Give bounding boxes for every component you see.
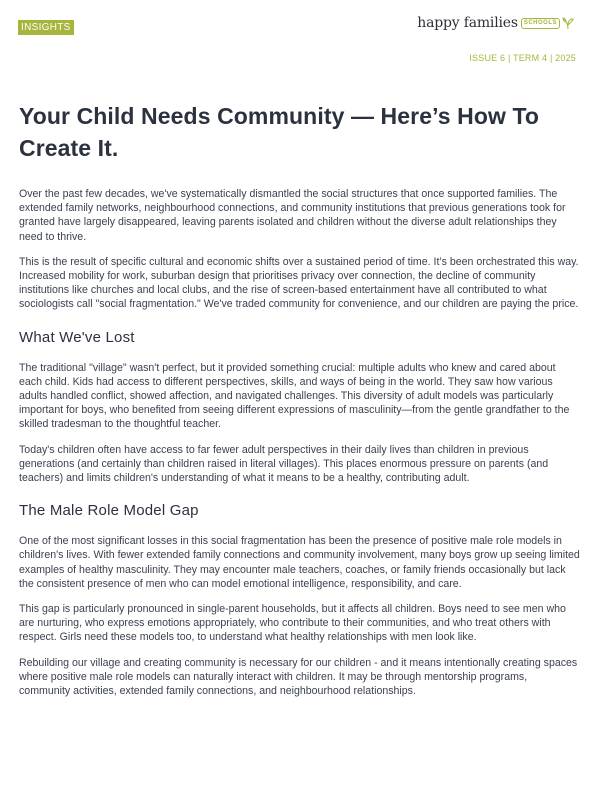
insights-tag: INSIGHTS xyxy=(18,20,74,35)
section-paragraph: The traditional "village" wasn't perfect, but it provided something crucial: multiple adults who knew and cared about each child. Kids had access to different perspectives, skills, and ways of being in the world. They saw how various adults handled conflict, showed affection, and navigated challenges. This diversity of adult models was particularly important for boys, who benefited from seeing different expressions of masculinity—from the gentle grandfather to the skilled tradesman to the thoughtful teacher. xyxy=(19,361,570,431)
section-paragraph: One of the most significant losses in this social fragmentation has been the presence of positive male role models in children's lives. With fewer extended family connections and community involvement, many boys grow up seeing limited examples of healthy masculinity. They may encounter male teachers, coaches, or family friends occasionally but lack the consistent presence of men who can model emotional intelligence, responsibility, and care. xyxy=(19,535,580,590)
section-paragraph: Rebuilding our village and creating community is necessary for our children - and it means intentionally creating spaces where positive male role models can naturally interact with children. It may be through mentorship programs, community activities, extended family connections, and neighbourhood relationships. xyxy=(19,656,578,698)
article-title: Your Child Needs Community — Here’s How To Create It. xyxy=(19,103,540,161)
intro-paragraph: Over the past few decades, we've systematically dismantled the social structures that once supported families. The extended family networks, neighbourhood connections, and community institutions that previous generations took for granted have largely disappeared, leaving parents isolated and children without the diverse adult relationships they need to thrive. xyxy=(19,188,566,243)
article xyxy=(19,100,581,709)
logo-badge: SCHOOLS xyxy=(521,18,560,29)
section-heading-what-we-lost: What We've Lost xyxy=(19,328,135,346)
section-paragraph: This gap is particularly pronounced in single-parent households, but it affects all children. Boys need to see men who are nurturing, who express emotions appropriately, who contribute to their communities, and who treat others with respect. Girls need these models too, to understand what healthy relationships with men look like. xyxy=(19,603,566,644)
logo-text: happy families xyxy=(417,15,518,31)
issue-info: ISSUE 6 | TERM 4 | 2025 xyxy=(469,53,576,63)
section-paragraph: Today's children often have access to far fewer adult perspectives in their daily lives than children in previous generations (and certainly than children raised in literal villages). This places enormous pressure on parents (and teachers) and limits children's understanding of what it means to be a healthy, contributing adult. xyxy=(19,443,549,485)
intro-paragraph: This is the result of specific cultural and economic shifts over a sustained period of time. It’s been orchestrated this way. Increased mobility for work, suburban design that prioritises privacy over connection, the decline of community institutions like churches and local clubs, and the rise of screen-based entertainment have all contributed to what sociologists call "social fragmentation." We've traded community for convenience, and our children are paying the price. xyxy=(19,255,579,311)
leaf-icon xyxy=(562,16,574,30)
brand-logo xyxy=(417,15,574,31)
section-heading-male-role-model-gap: The Male Role Model Gap xyxy=(19,502,199,520)
